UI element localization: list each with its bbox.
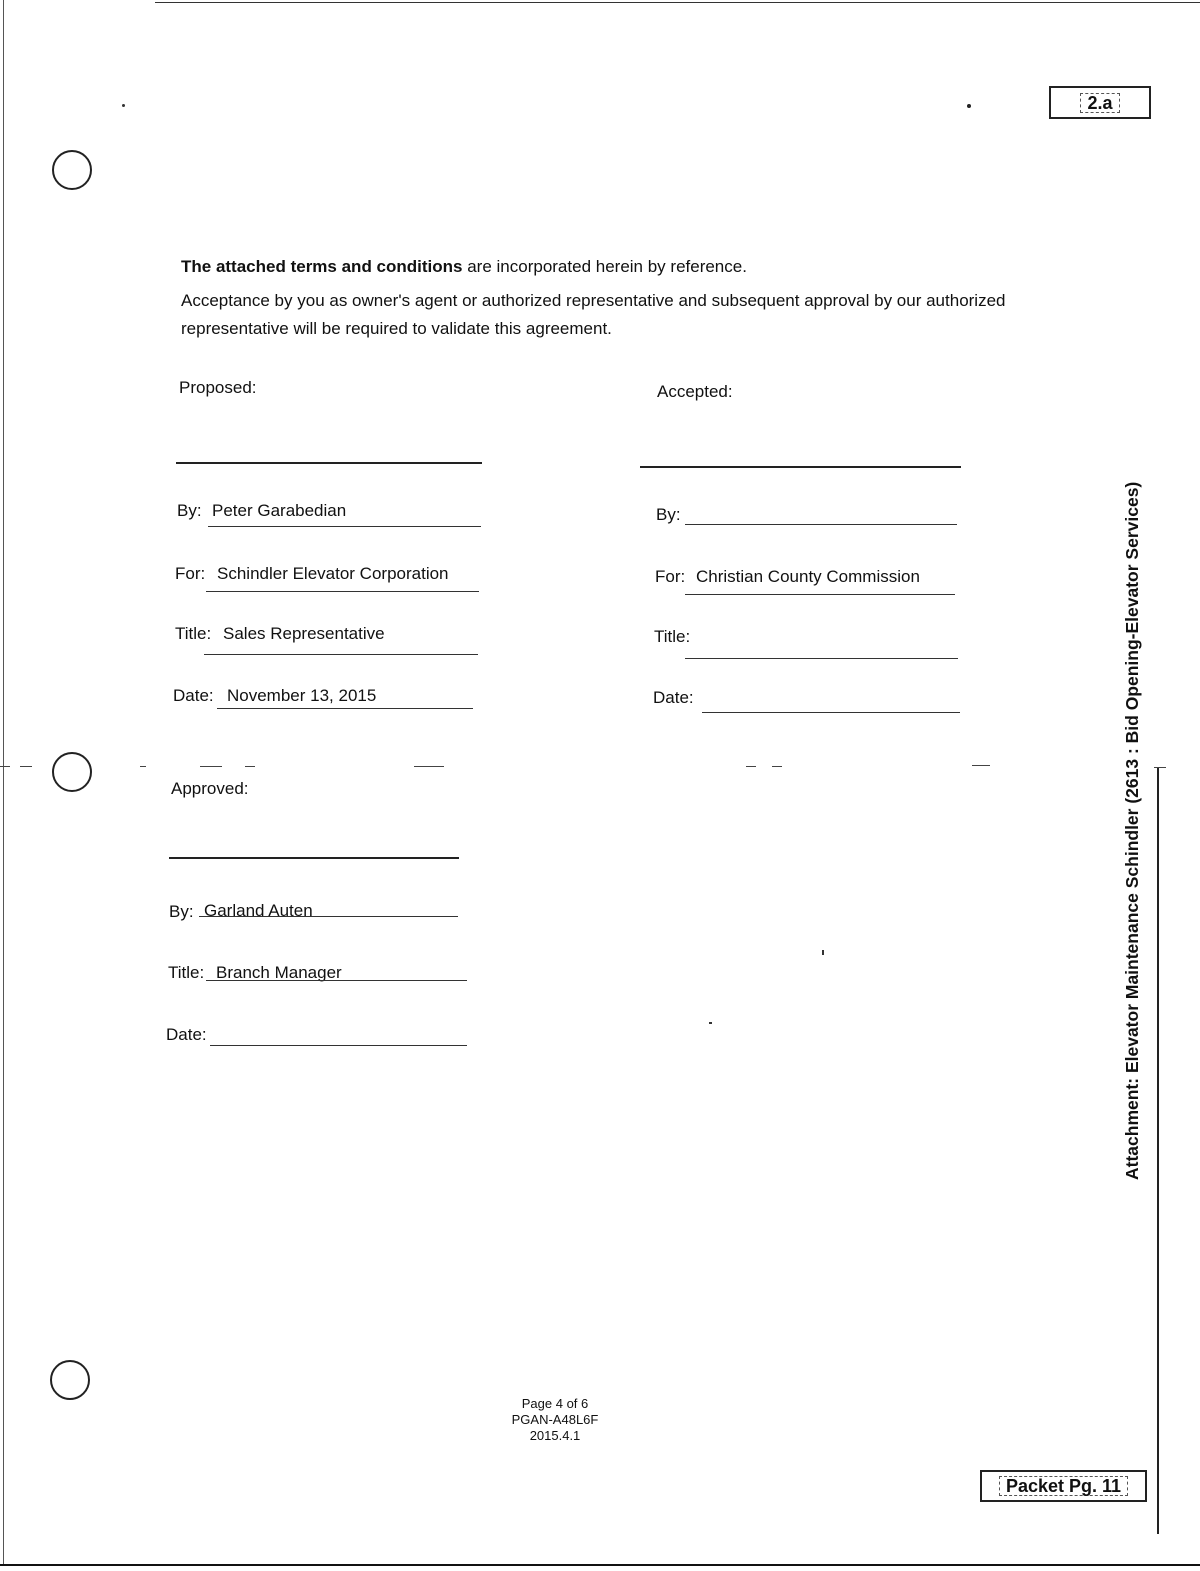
footer-page-number: Page 4 of 6 (521, 1396, 589, 1411)
accepted-signature-line[interactable] (640, 466, 961, 468)
binder-hole-top (52, 150, 92, 190)
accepted-title-label: Title: (654, 627, 691, 646)
page-footer (470, 1396, 640, 1444)
fold-dash (746, 766, 756, 767)
approved-title-line[interactable] (206, 980, 467, 981)
proposed-by-line[interactable] (208, 526, 481, 527)
proposed-signature-line[interactable] (176, 462, 482, 464)
approved-by-label: By: (169, 902, 194, 921)
bottom-border (0, 1564, 1200, 1566)
intro-line-1-rest: are incorporated herein by reference. (462, 257, 747, 276)
top-border (155, 2, 1200, 3)
footer-version: 2015.4.1 (529, 1428, 581, 1443)
section-badge-label: 2.a (1080, 93, 1119, 113)
proposed-by-label: By: (177, 501, 202, 520)
approved-heading: Approved: (171, 779, 249, 798)
packet-page-stamp (980, 1470, 1147, 1502)
intro-bold-phrase: The attached terms and conditions (181, 257, 463, 276)
scan-speck (709, 1022, 712, 1024)
left-border (3, 0, 4, 1565)
fold-dash (414, 766, 444, 767)
proposed-date-label: Date: (173, 686, 214, 705)
attachment-sidebar-label: Attachment: Elevator Maintenance Schindler (2613 : Bid Opening-Elevator Services) (1122, 481, 1142, 1180)
accepted-date-label: Date: (653, 688, 694, 707)
approved-title-label: Title: (168, 963, 205, 982)
scan-speck (122, 104, 125, 107)
accepted-title-line[interactable] (685, 658, 958, 659)
approved-date-line[interactable] (210, 1045, 467, 1046)
fold-dash (20, 766, 32, 767)
proposed-title-line[interactable] (204, 654, 478, 655)
accepted-for-value: Christian County Commission (696, 567, 920, 586)
proposed-date-line[interactable] (217, 708, 473, 709)
intro-line-3: representative will be required to validate this agreement. (181, 319, 612, 338)
fold-dash (200, 766, 222, 767)
proposed-by-value: Peter Garabedian (212, 501, 347, 520)
intro-line-2: Acceptance by you as owner's agent or authorized representative and subsequent approval by our authorized (181, 291, 1006, 310)
fold-dash (245, 766, 255, 767)
fold-dash (772, 766, 782, 767)
right-margin-line (1157, 768, 1159, 1534)
approved-by-value: Garland Auten (204, 901, 313, 920)
packet-page-label: Packet Pg. 11 (999, 1476, 1128, 1496)
proposed-heading: Proposed: (179, 378, 257, 397)
binder-hole-middle (52, 752, 92, 792)
fold-dash (972, 765, 990, 766)
proposed-title-value: Sales Representative (223, 624, 385, 643)
proposed-for-label: For: (175, 564, 206, 583)
proposed-date-value: November 13, 2015 (227, 686, 377, 705)
fold-dash (1154, 767, 1166, 768)
scan-speck (967, 104, 971, 108)
proposed-for-value: Schindler Elevator Corporation (217, 564, 449, 583)
fold-dash (0, 766, 10, 767)
intro-line-1 (181, 257, 747, 277)
approved-date-label: Date: (166, 1025, 207, 1044)
binder-hole-bottom (50, 1360, 90, 1400)
approved-title-value: Branch Manager (216, 963, 342, 982)
accepted-for-line[interactable] (685, 594, 955, 595)
accepted-by-label: By: (656, 505, 681, 524)
section-badge (1049, 86, 1151, 119)
accepted-heading: Accepted: (657, 382, 733, 401)
footer-doc-code: PGAN-A48L6F (511, 1412, 599, 1427)
accepted-by-line[interactable] (685, 524, 957, 525)
scan-speck (822, 950, 824, 955)
accepted-for-label: For: (655, 567, 686, 586)
proposed-for-line[interactable] (206, 591, 479, 592)
accepted-date-line[interactable] (702, 712, 960, 713)
approved-signature-line[interactable] (169, 857, 459, 859)
proposed-title-label: Title: (175, 624, 212, 643)
fold-dash (140, 766, 146, 767)
approved-by-line[interactable] (199, 916, 458, 917)
